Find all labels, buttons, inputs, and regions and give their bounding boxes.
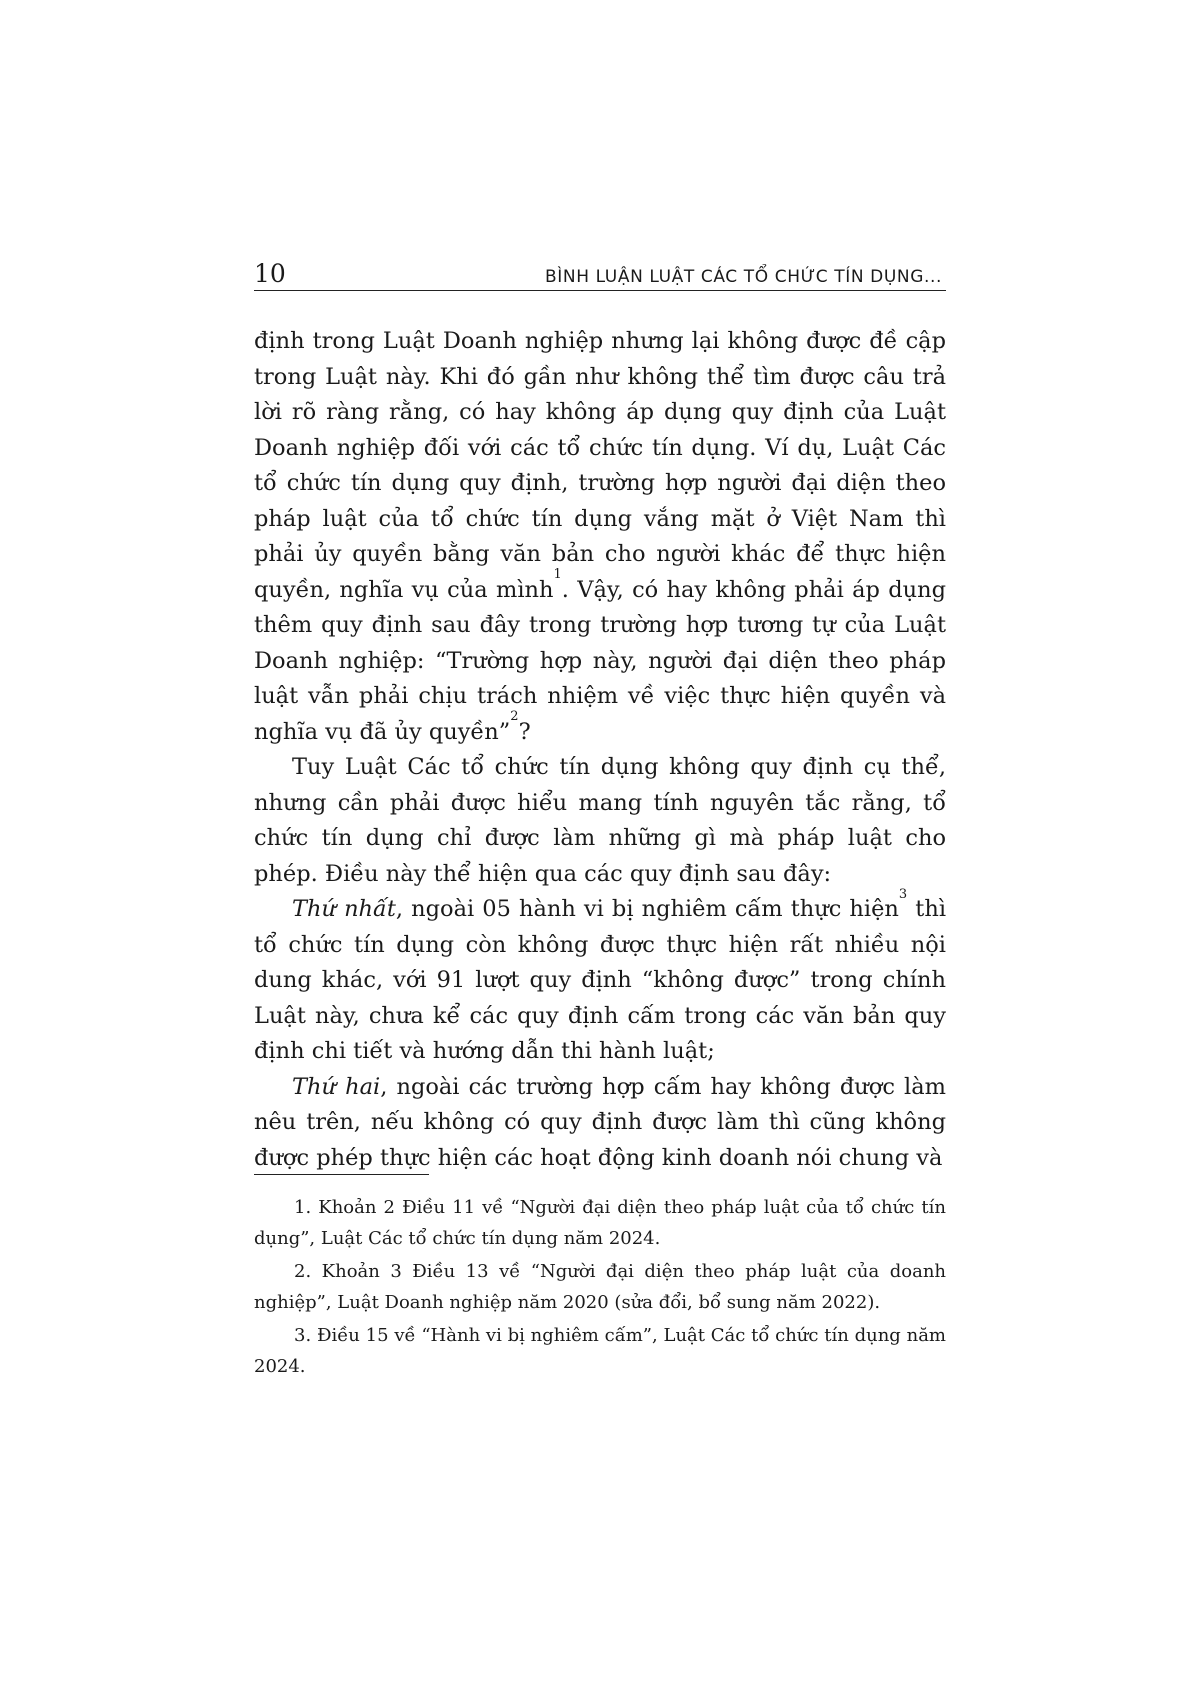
paragraph-2: Tuy Luật Các tổ chức tín dụng không quy định cụ thể, nhưng cần phải được hiểu mang tính nguyên tắc rằng, tổ chức tín dụng chỉ được làm những gì mà pháp luật cho phép. Điều này thể hiện qua các quy định sau đây:: [254, 754, 946, 887]
body-text: [254, 324, 946, 1176]
paragraph-1: [254, 324, 946, 750]
paragraph-4-lead: Thứ hai: [292, 1073, 381, 1100]
footnote-3: 3. Điều 15 về “Hành vi bị nghiêm cấm”, Luật Các tổ chức tín dụng năm 2024.: [254, 1325, 946, 1377]
paragraph-4: [254, 1070, 946, 1177]
paragraph-3: [254, 886, 947, 1070]
page-number: 10: [254, 259, 286, 288]
paragraph-3-text: , ngoài 05 hành vi bị nghiêm cấm thực hiện: [395, 896, 899, 922]
footnotes: [254, 1192, 946, 1384]
footnote-ref-3: 3: [898, 886, 908, 902]
paragraph-3-text-2: thì tổ chức tín dụng còn không được thực hiện rất nhiều nội dung khác, với 91 lượt quy định “không được” trong chính Luật này, chưa kể các quy định cấm trong các văn bản quy định chi tiết và hướng dẫn thi hành luật;: [254, 896, 947, 1064]
footnote-divider: [254, 1174, 429, 1175]
footnote-ref-1: 1: [553, 567, 562, 582]
footnote-2: 2. Khoản 3 Điều 13 về “Người đại diện theo pháp luật của doanh nghiệp”, Luật Doanh nghiệp năm 2020 (sửa đổi, bổ sung năm 2022).: [254, 1261, 946, 1313]
footnote-ref-2: 2: [510, 709, 519, 724]
paragraph-4-text: , ngoài các trường hợp cấm hay không được làm nêu trên, nếu không có quy định được làm thì cũng không được phép thực hiện các hoạt động kinh doanh nói chung và: [254, 1073, 946, 1171]
footnote-1: 1. Khoản 2 Điều 11 về “Người đại diện theo pháp luật của tổ chức tín dụng”, Luật Các tổ chức tín dụng năm 2024.: [254, 1197, 946, 1249]
paragraph-1-text-3: ?: [518, 718, 531, 745]
page-header: [254, 259, 946, 291]
paragraph-1-text: định trong Luật Doanh nghiệp nhưng lại không được đề cập trong Luật này. Khi đó gần như không thể tìm được câu trả lời rõ ràng rằng, có hay không áp dụng quy định của Luật Doanh nghiệp đối với các tổ chức tín dụng. Ví dụ, Luật Các tổ chức tín dụng quy định, trường hợp người đại diện theo pháp luật của tổ chức tín dụng vắng mặt ở Việt Nam thì phải ủy quyền bằng văn bản cho người khác để thực hiện quyền, nghĩa vụ của mình: [254, 328, 946, 603]
paragraph-1-text-2: . Vậy, có hay không phải áp dụng thêm quy định sau đây trong trường hợp tương tự của Luật Doanh nghiệp: “Trường hợp này, người đại diện theo pháp luật vẫn phải chịu trách nhiệm về việc thực hiện quyền và nghĩa vụ đã ủy quyền”: [254, 576, 946, 745]
running-head: BÌNH LUẬN LUẬT CÁC TỔ CHỨC TÍN DỤNG...: [545, 267, 942, 287]
paragraph-3-lead: Thứ nhất: [292, 896, 396, 922]
